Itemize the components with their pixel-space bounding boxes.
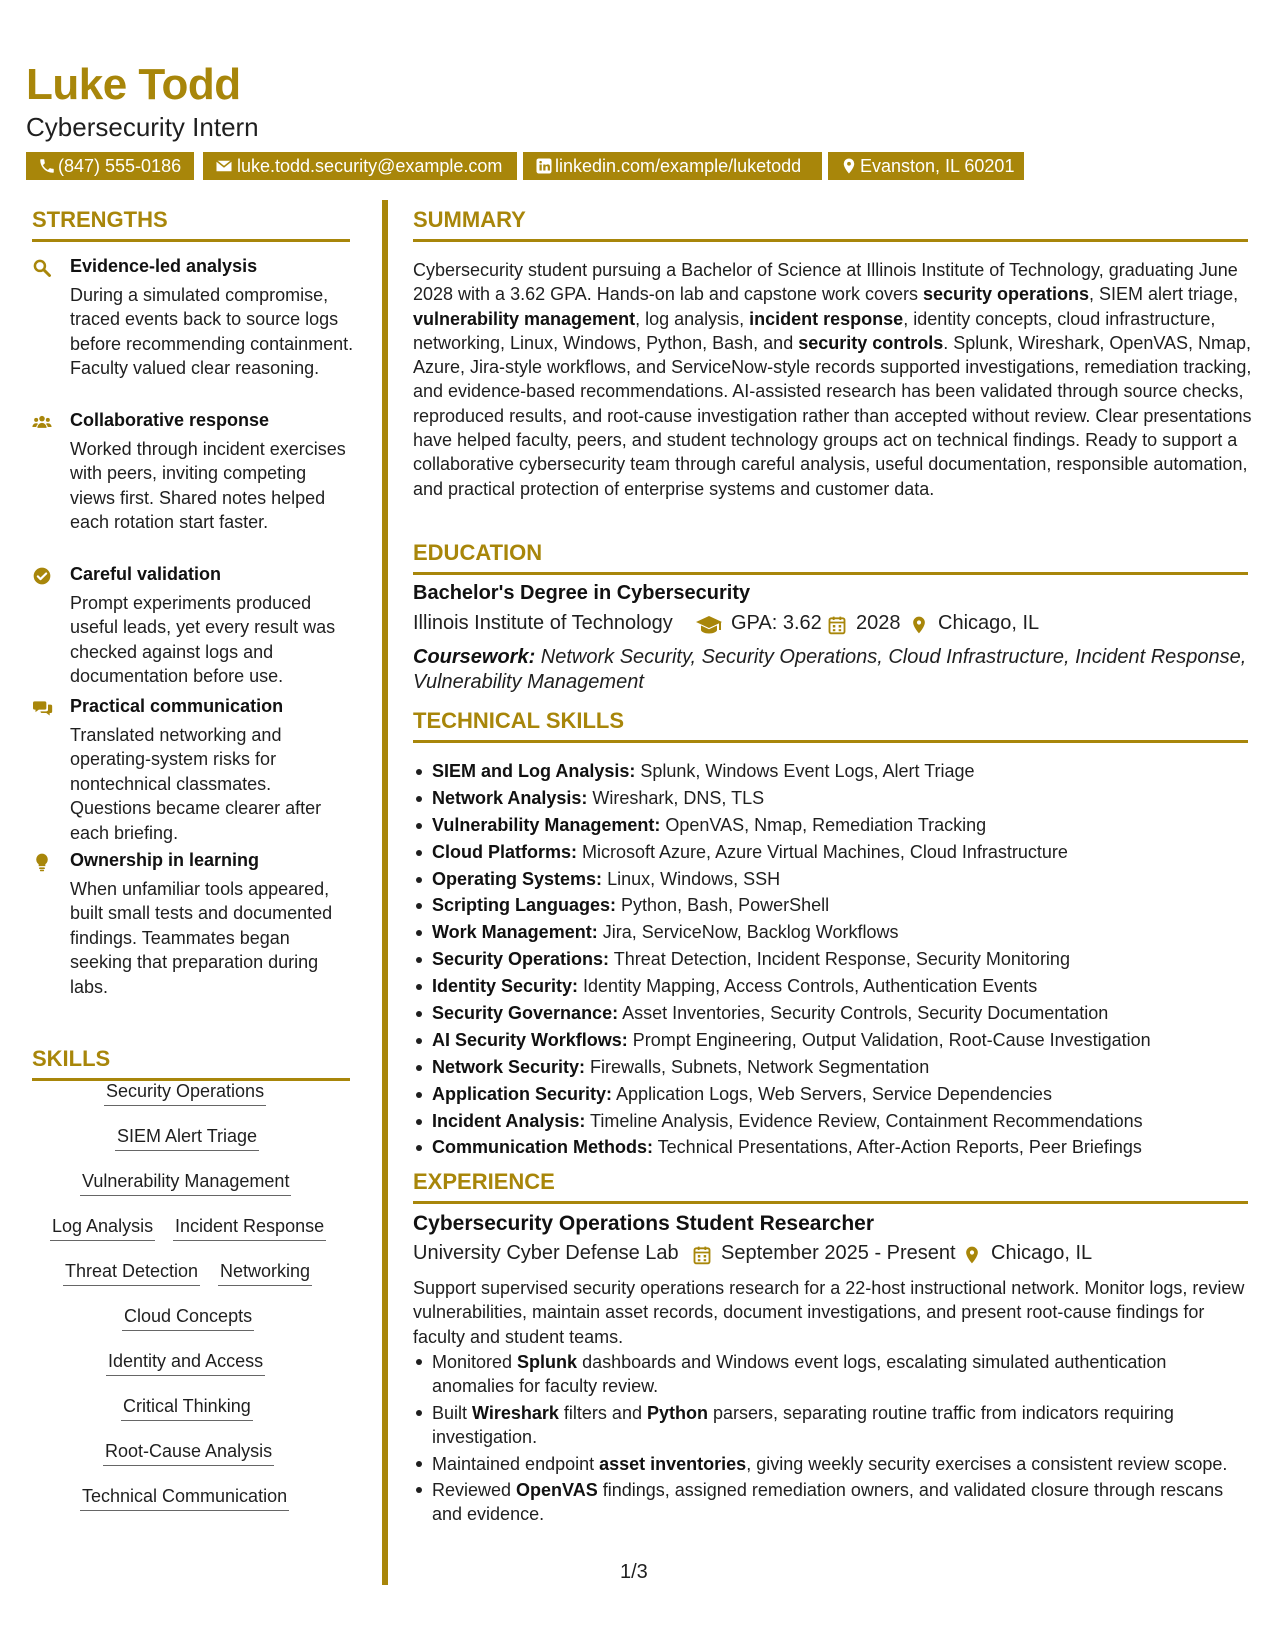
skill-tag: SIEM Alert Triage [115,1126,259,1151]
check-circle-icon [32,566,52,586]
role-title: Cybersecurity Operations Student Researcher [413,1212,874,1235]
list-item: Vulnerability Management: OpenVAS, Nmap, Remediation Tracking [413,812,1253,839]
strength-title: Evidence-led analysis [70,256,258,276]
skill-tag: Incident Response [173,1216,326,1241]
lightbulb-icon [32,852,52,872]
column-divider [382,200,388,1585]
education-heading: EDUCATION [413,540,1248,575]
employment-dates: September 2025 - Present [721,1242,956,1264]
summary-heading: SUMMARY [413,207,1248,242]
comments-icon [32,698,54,718]
experience-bullets [413,1350,1253,1529]
strength-description: When unfamiliar tools appeared, built small tests and documented findings. Teammates began seeking that preparation during labs. [70,879,333,997]
list-item: Monitored Splunk dashboards and Windows event logs, escalating simulated authentication anomalies for faculty review. [413,1350,1253,1399]
strength-title: Ownership in learning [70,850,260,870]
calendar-icon [827,615,847,635]
skill-tag: Cloud Concepts [122,1306,254,1331]
graduation-cap-icon [696,615,722,635]
contact-location-text: Evanston, IL 60201 [860,156,1015,176]
list-item: Network Analysis: Wireshark, DNS, TLS [413,785,1253,812]
search-icon [32,258,52,278]
job-title: Cybersecurity Intern [26,112,259,142]
strengths-heading: STRENGTHS [32,207,350,242]
contact-location[interactable] [828,152,1024,180]
technical-skills-heading: TECHNICAL SKILLS [413,708,1248,743]
list-item: Security Operations: Threat Detection, Incident Response, Security Monitoring [413,946,1253,973]
list-item: Reviewed OpenVAS findings, assigned remediation owners, and validated closure through rescans and evidence. [413,1478,1253,1527]
map-marker-icon [909,615,929,635]
list-item: Cloud Platforms: Microsoft Azure, Azure Virtual Machines, Cloud Infrastructure [413,839,1253,866]
skill-tag: Technical Communication [80,1486,289,1511]
list-item: Incident Analysis: Timeline Analysis, Evidence Review, Containment Recommendations [413,1108,1253,1135]
envelope-icon [215,157,233,175]
degree-title: Bachelor's Degree in Cybersecurity [413,582,751,604]
list-item: Built Wireshark filters and Python parsers, separating routine traffic from indicators requiring investigation. [413,1401,1253,1450]
education-meta [413,612,1253,638]
contact-linkedin-text: linkedin.com/example/luketodd [555,156,802,176]
strength-description: Prompt experiments produced useful leads, yet every result was checked against logs and documentation before use. [70,593,336,687]
list-item: Security Governance: Asset Inventories, Security Controls, Security Documentation [413,1000,1253,1027]
school-location: Chicago, IL [938,612,1040,634]
skills-heading: SKILLS [32,1046,350,1081]
technical-skills-list [413,758,1253,1161]
calendar-icon [692,1245,712,1265]
experience-heading: EXPERIENCE [413,1169,1248,1204]
users-icon [30,412,54,432]
gpa: GPA: 3.62 [731,612,822,634]
candidate-name: Luke Todd [26,60,241,109]
contact-email-text: luke.todd.security@example.com [237,156,503,176]
list-item: Operating Systems: Linux, Windows, SSH [413,866,1253,893]
school-name: Illinois Institute of Technology [413,612,673,634]
list-item: Scripting Languages: Python, Bash, PowerShell [413,892,1253,919]
phone-icon [38,157,56,175]
list-item: SIEM and Log Analysis: Splunk, Windows Event Logs, Alert Triage [413,758,1253,785]
graduation-year: 2028 [856,612,901,634]
skill-tag: Security Operations [104,1081,266,1106]
strength-title: Practical communication [70,696,284,716]
contact-email[interactable] [203,152,517,180]
role-description: Support supervised security operations research for a 22-host instructional network. Monitor logs, review vulnerabilities, maintain asset records, document investigations, and present root-cause findings for faculty and student teams. [413,1278,1245,1347]
organization-name: University Cyber Defense Lab [413,1242,679,1264]
list-item: AI Security Workflows: Prompt Engineering, Output Validation, Root-Cause Investigation [413,1027,1253,1054]
list-item: Network Security: Firewalls, Subnets, Network Segmentation [413,1054,1253,1081]
strength-description: Worked through incident exercises with peers, inviting competing views first. Shared notes helped each rotation start faster. [70,439,346,533]
coursework: Coursework: Network Security, Security Operations, Cloud Infrastructure, Incident Response, Vulnerability Management [413,646,1247,693]
skill-tag: Vulnerability Management [80,1171,291,1196]
linkedin-icon [535,157,553,175]
job-location: Chicago, IL [991,1242,1093,1264]
list-item: Work Management: Jira, ServiceNow, Backlog Workflows [413,919,1253,946]
skill-tag: Identity and Access [106,1351,265,1376]
list-item: Maintained endpoint asset inventories, giving weekly security exercises a consistent review scope. [413,1452,1253,1476]
contact-phone[interactable] [26,152,194,180]
map-marker-icon [962,1245,982,1265]
map-marker-icon [840,157,858,175]
contact-linkedin[interactable] [523,152,822,180]
skill-tag: Log Analysis [50,1216,155,1241]
strength-title: Collaborative response [70,410,270,430]
strength-title: Careful validation [70,564,222,584]
skill-tag: Root-Cause Analysis [103,1441,274,1466]
skill-tag: Networking [218,1261,312,1286]
experience-meta [413,1242,1253,1268]
page-number: 1/3 [620,1561,648,1583]
strength-description: During a simulated compromise, traced events back to source logs before recommending containment. Faculty valued clear reasoning. [70,285,354,379]
contact-phone-text: (847) 555-0186 [58,156,182,176]
list-item: Application Security: Application Logs, Web Servers, Service Dependencies [413,1081,1253,1108]
skill-tag: Threat Detection [63,1261,200,1286]
list-item: Communication Methods: Technical Presentations, After-Action Reports, Peer Briefings [413,1134,1253,1161]
strength-description: Translated networking and operating-system risks for nontechnical classmates. Questions became clearer after each briefing. [70,725,322,843]
list-item: Identity Security: Identity Mapping, Access Controls, Authentication Events [413,973,1253,1000]
skill-tag: Critical Thinking [121,1396,253,1421]
summary-text: Cybersecurity student pursuing a Bachelor of Science at Illinois Institute of Technology, graduating June 2028 with a 3.62 GPA. Hands-on lab and capstone work covers security operations, SIEM alert triage, vulnerability management, log analysis, incident response, identity concepts, cloud infrastructure, networking, Linux, Windows, Python, Bash, and security controls. Splunk, Wireshark, OpenVAS, Nmap, Azure, Jira-style workflows, and ServiceNow-style records supported investigations, remediation tracking, and evidence-based recommendations. AI-assisted research has been validated through source checks, reproduced results, and root-cause investigation rather than accepted without review. Clear presentations have helped faculty, peers, and student technology groups act on technical findings. Ready to support a collaborative cybersecurity team through careful analysis, useful documentation, responsible automation, and practical protection of enterprise systems and customer data. [413,260,1252,499]
